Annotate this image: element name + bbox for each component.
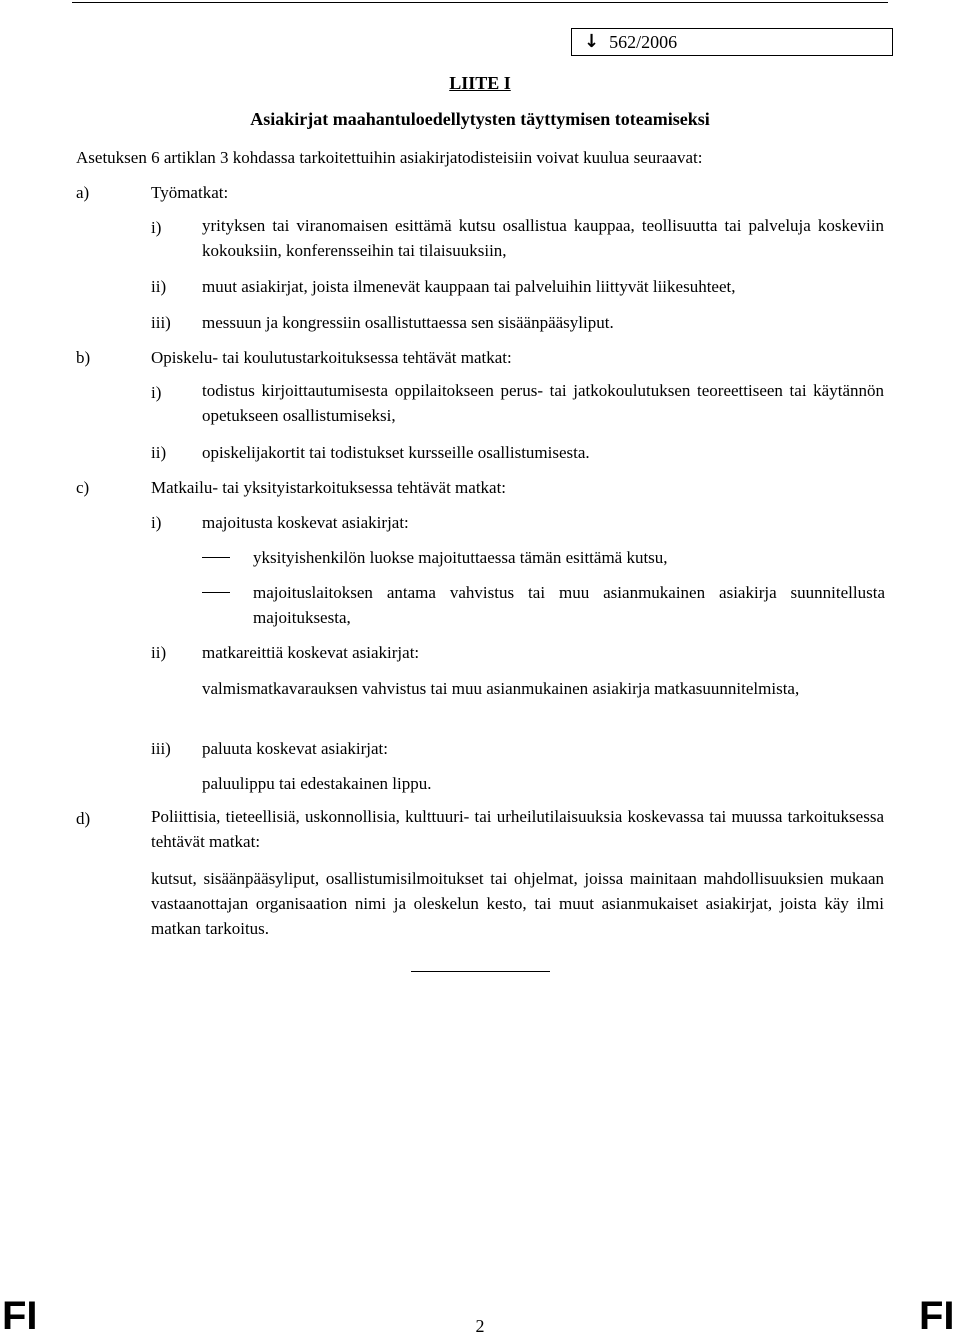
section-a-item-2-text: muut asiakirjat, joista ilmenevät kauppaan tai palveluihin liittyvät liikesuhteet, [202, 277, 736, 296]
section-d-title: Poliittisia, tieteellisiä, uskonnollisia, kulttuuri- tai urheilutilaisuuksia koskevassa tai muussa tarkoituksessa tehtävät matkat: [151, 807, 884, 851]
section-c-subitem-2-text: majoituslaitoksen antama vahvistus tai muu asianmukainen asiakirja suunnitellusta majoituksesta, [253, 583, 885, 627]
section-c-title: Matkailu- tai yksityistarkoituksessa tehtävät matkat: [151, 478, 507, 497]
dash-bullet [202, 592, 230, 593]
section-a-item-1-text: yrityksen tai viranomaisen esittämä kutsu osallistua kauppaa, teollisuutta tai palveluja koskeviin kokouksiin, konferensseihin tai tilaisuuksiin, [202, 216, 884, 260]
section-b-item-2-marker: ii) [151, 443, 167, 462]
section-c-subitem-1-text: yksityishenkilön luokse majoituttaessa tämän esittämä kutsu, [253, 548, 668, 567]
reference-number: 562/2006 [609, 32, 678, 52]
reference-box [571, 28, 893, 56]
section-c-item-1-marker: i) [151, 513, 162, 532]
section-b-title: Opiskelu- tai koulutustarkoituksessa tehtävät matkat: [151, 348, 512, 367]
section-a-title: Työmatkat: [151, 183, 229, 202]
annex-title: LIITE I [449, 73, 511, 93]
page-number: 2 [475, 1316, 485, 1336]
section-c-item-2-marker: ii) [151, 643, 167, 662]
section-a-item-3-text: messuun ja kongressiin osallistuttaessa sen sisäänpääsyliput. [202, 313, 614, 332]
section-d-marker: d) [76, 809, 91, 828]
section-a-item-1-marker: i) [151, 218, 162, 237]
dash-bullet [202, 557, 230, 558]
language-code-right: FI [919, 1294, 955, 1338]
section-c-item-2-detail: valmismatkavarauksen vahvistus tai muu asianmukainen asiakirja matkasuunnitelmista, [202, 679, 800, 698]
section-b-item-1-text: todistus kirjoittautumisesta oppilaitokseen perus- tai jatkokoulutuksen teoreettiseen tai käytännön opetukseen osallistumiseksi, [202, 381, 884, 425]
section-c-item-3-marker: iii) [151, 739, 171, 758]
top-rule [72, 2, 888, 3]
language-code-left: FI [2, 1294, 38, 1338]
end-rule [411, 971, 550, 972]
section-c-item-2-text: matkareittiä koskevat asiakirjat: [202, 643, 420, 662]
section-d-body: kutsut, sisäänpääsyliput, osallistumisilmoitukset tai ohjelmat, joissa mainitaan mahdollisuuksien mukaan vastaanottajan organisaation nimi ja oleskelun kesto, tai muut asianmukaiset asiakirjat, joista käy ilmi matkan tarkoitus. [151, 869, 884, 938]
section-a-marker: a) [76, 183, 90, 202]
section-b-item-1-marker: i) [151, 383, 162, 402]
section-c-item-3-detail: paluulippu tai edestakainen lippu. [202, 774, 432, 793]
section-a-item-3-marker: iii) [151, 313, 171, 332]
section-b-item-2-text: opiskelijakortit tai todistukset kursseille osallistumisesta. [202, 443, 590, 462]
section-c-item-3-text: paluuta koskevat asiakirjat: [202, 739, 388, 758]
section-a-item-2-marker: ii) [151, 277, 167, 296]
document-title: Asiakirjat maahantuloedellytysten täyttymisen toteamiseksi [250, 109, 710, 129]
intro-paragraph: Asetuksen 6 artiklan 3 kohdassa tarkoitettuihin asiakirjatodisteisiin voivat kuulua seuraavat: [76, 148, 703, 167]
section-c-item-1-text: majoitusta koskevat asiakirjat: [202, 513, 409, 532]
section-b-marker: b) [76, 348, 91, 367]
section-c-marker: c) [76, 478, 90, 497]
down-arrow-icon: ↓ [584, 31, 600, 52]
